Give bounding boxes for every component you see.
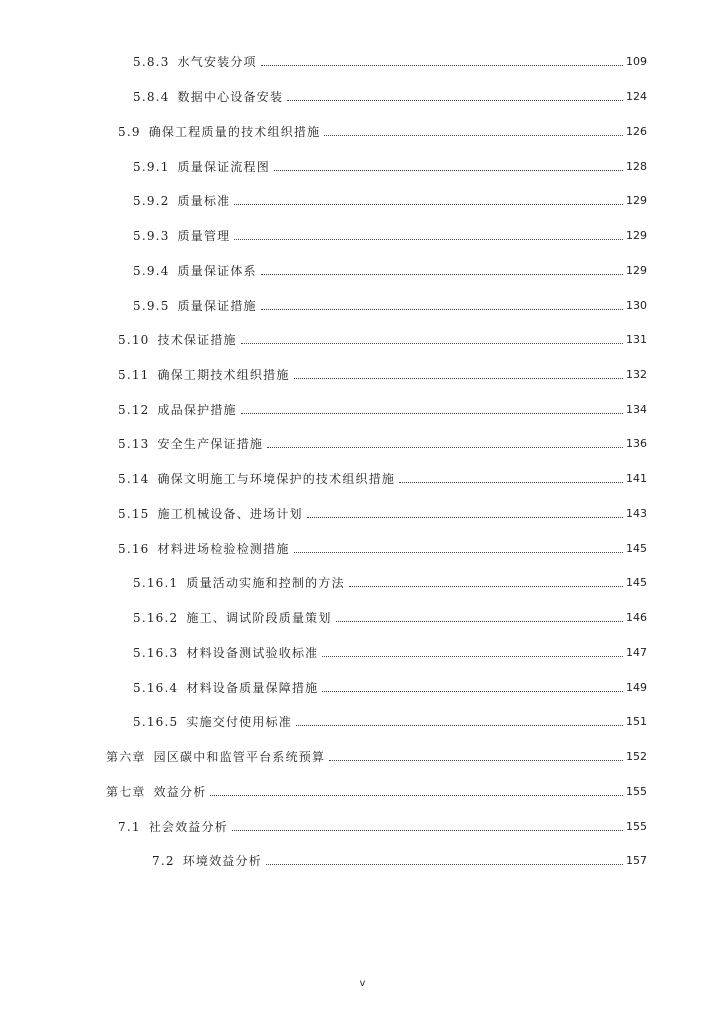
toc-dot-leader	[324, 135, 623, 136]
toc-dot-leader	[287, 100, 623, 101]
toc-dot-leader	[336, 621, 623, 622]
toc-page-number: 134	[626, 403, 647, 416]
toc-entry-title: 5.16 材料进场检验检测措施	[118, 542, 290, 556]
toc-entry-title: 7.2 环境效益分析	[152, 854, 262, 868]
toc-dot-leader	[241, 413, 623, 414]
toc-page-number: 152	[626, 750, 647, 763]
toc-page-number: 141	[626, 472, 647, 485]
toc-dot-leader	[261, 65, 623, 66]
toc-page-number: 129	[626, 264, 647, 277]
toc-dot-leader	[261, 274, 623, 275]
toc-dot-leader	[349, 586, 623, 587]
toc-page-number: 149	[626, 681, 647, 694]
toc-dot-leader	[399, 482, 623, 483]
toc-entry-chapter[interactable]	[106, 780, 647, 800]
toc-page-number: 129	[626, 194, 647, 207]
toc-page-number: 143	[626, 507, 647, 520]
toc-entry-title: 第七章 效益分析	[106, 785, 207, 799]
toc-entry-title: 5.16.4 材料设备质量保障措施	[133, 681, 319, 695]
toc-dot-leader	[234, 204, 623, 205]
toc-page-number: 130	[626, 299, 647, 312]
toc-entry[interactable]	[133, 641, 647, 661]
toc-entry-title: 5.13 安全生产保证措施	[118, 437, 264, 451]
toc-dot-leader	[210, 795, 623, 796]
toc-page-number: 126	[626, 125, 647, 138]
toc-page-number: 124	[626, 90, 647, 103]
toc-page-number: 155	[626, 820, 647, 833]
toc-dot-leader	[232, 830, 623, 831]
toc-dot-leader	[329, 760, 623, 761]
toc-entry-title: 5.9.2 质量标准	[133, 194, 231, 208]
toc-page-number: 145	[626, 576, 647, 589]
toc-entry[interactable]	[133, 50, 647, 70]
toc-entry[interactable]	[133, 294, 647, 314]
toc-entry-title: 5.10 技术保证措施	[118, 333, 237, 347]
toc-page-number: 131	[626, 333, 647, 346]
toc-dot-leader	[307, 517, 623, 518]
toc-entry-chapter[interactable]	[106, 745, 647, 765]
toc-page-number: 146	[626, 611, 647, 624]
toc-entry-title: 5.8.4 数据中心设备安装	[133, 90, 284, 104]
toc-entry-title: 5.16.2 施工、调试阶段质量策划	[133, 611, 332, 625]
toc-entry-title: 5.15 施工机械设备、进场计划	[118, 507, 303, 521]
toc-entry[interactable]	[118, 815, 647, 835]
toc-entry-title: 第六章 园区碳中和监管平台系统预算	[106, 750, 326, 764]
toc-page-number: 157	[626, 854, 647, 867]
toc-page-number: 136	[626, 437, 647, 450]
toc-dot-leader	[322, 691, 623, 692]
toc-entry[interactable]	[118, 432, 647, 452]
toc-entry[interactable]	[118, 120, 647, 140]
toc-page-number: 128	[626, 160, 647, 173]
toc-dot-leader	[296, 725, 623, 726]
toc-page-number: 151	[626, 715, 647, 728]
toc-entry-title: 5.16.5 实施交付使用标准	[133, 715, 292, 729]
toc-entry-title: 5.9.3 质量管理	[133, 229, 231, 243]
toc-dot-leader	[261, 309, 623, 310]
toc-page-number: 145	[626, 542, 647, 555]
toc-dot-leader	[266, 864, 623, 865]
toc-dot-leader	[274, 170, 623, 171]
toc-entry[interactable]	[133, 259, 647, 279]
toc-entry[interactable]	[118, 328, 647, 348]
toc-entry[interactable]	[133, 710, 647, 730]
toc-entry[interactable]	[133, 155, 647, 175]
toc-entry-title: 5.16.3 材料设备测试验收标准	[133, 646, 319, 660]
toc-entry[interactable]	[118, 502, 647, 522]
toc-entry[interactable]	[133, 571, 647, 591]
toc-dot-leader	[267, 447, 623, 448]
page-number-footer: v	[359, 978, 366, 989]
toc-page-number: 109	[626, 55, 647, 68]
toc-entry-title: 5.14 确保文明施工与环境保护的技术组织措施	[118, 472, 396, 486]
toc-page-number: 155	[626, 785, 647, 798]
toc-entry-title: 7.1 社会效益分析	[118, 820, 228, 834]
toc-entry[interactable]	[118, 467, 647, 487]
toc-page-number: 129	[626, 229, 647, 242]
toc-dot-leader	[294, 552, 623, 553]
toc-entry[interactable]	[118, 537, 647, 557]
toc-entry[interactable]	[133, 606, 647, 626]
toc-entry-title: 5.12 成品保护措施	[118, 403, 237, 417]
toc-entry-title: 5.9.4 质量保证体系	[133, 264, 257, 278]
toc-dot-leader	[234, 239, 623, 240]
toc-page-number: 132	[626, 368, 647, 381]
toc-entry[interactable]	[133, 85, 647, 105]
toc-entry-title: 5.8.3 水气安装分项	[133, 55, 257, 69]
toc-entry-title: 5.9 确保工程质量的技术组织措施	[118, 125, 321, 139]
toc-entry-title: 5.16.1 质量活动实施和控制的方法	[133, 576, 345, 590]
toc-entry-title: 5.11 确保工期技术组织措施	[118, 368, 290, 382]
toc-dot-leader	[241, 343, 623, 344]
toc-page-number: 147	[626, 646, 647, 659]
toc-entry[interactable]	[118, 398, 647, 418]
toc-dot-leader	[294, 378, 623, 379]
toc-entry[interactable]	[133, 676, 647, 696]
toc-entry[interactable]	[133, 189, 647, 209]
toc-dot-leader	[322, 656, 623, 657]
toc-entry-title: 5.9.1 质量保证流程图	[133, 160, 270, 174]
toc-entry[interactable]	[133, 224, 647, 244]
toc-entry[interactable]	[118, 363, 647, 383]
toc-entry-title: 5.9.5 质量保证措施	[133, 299, 257, 313]
toc-entry[interactable]	[152, 849, 647, 869]
